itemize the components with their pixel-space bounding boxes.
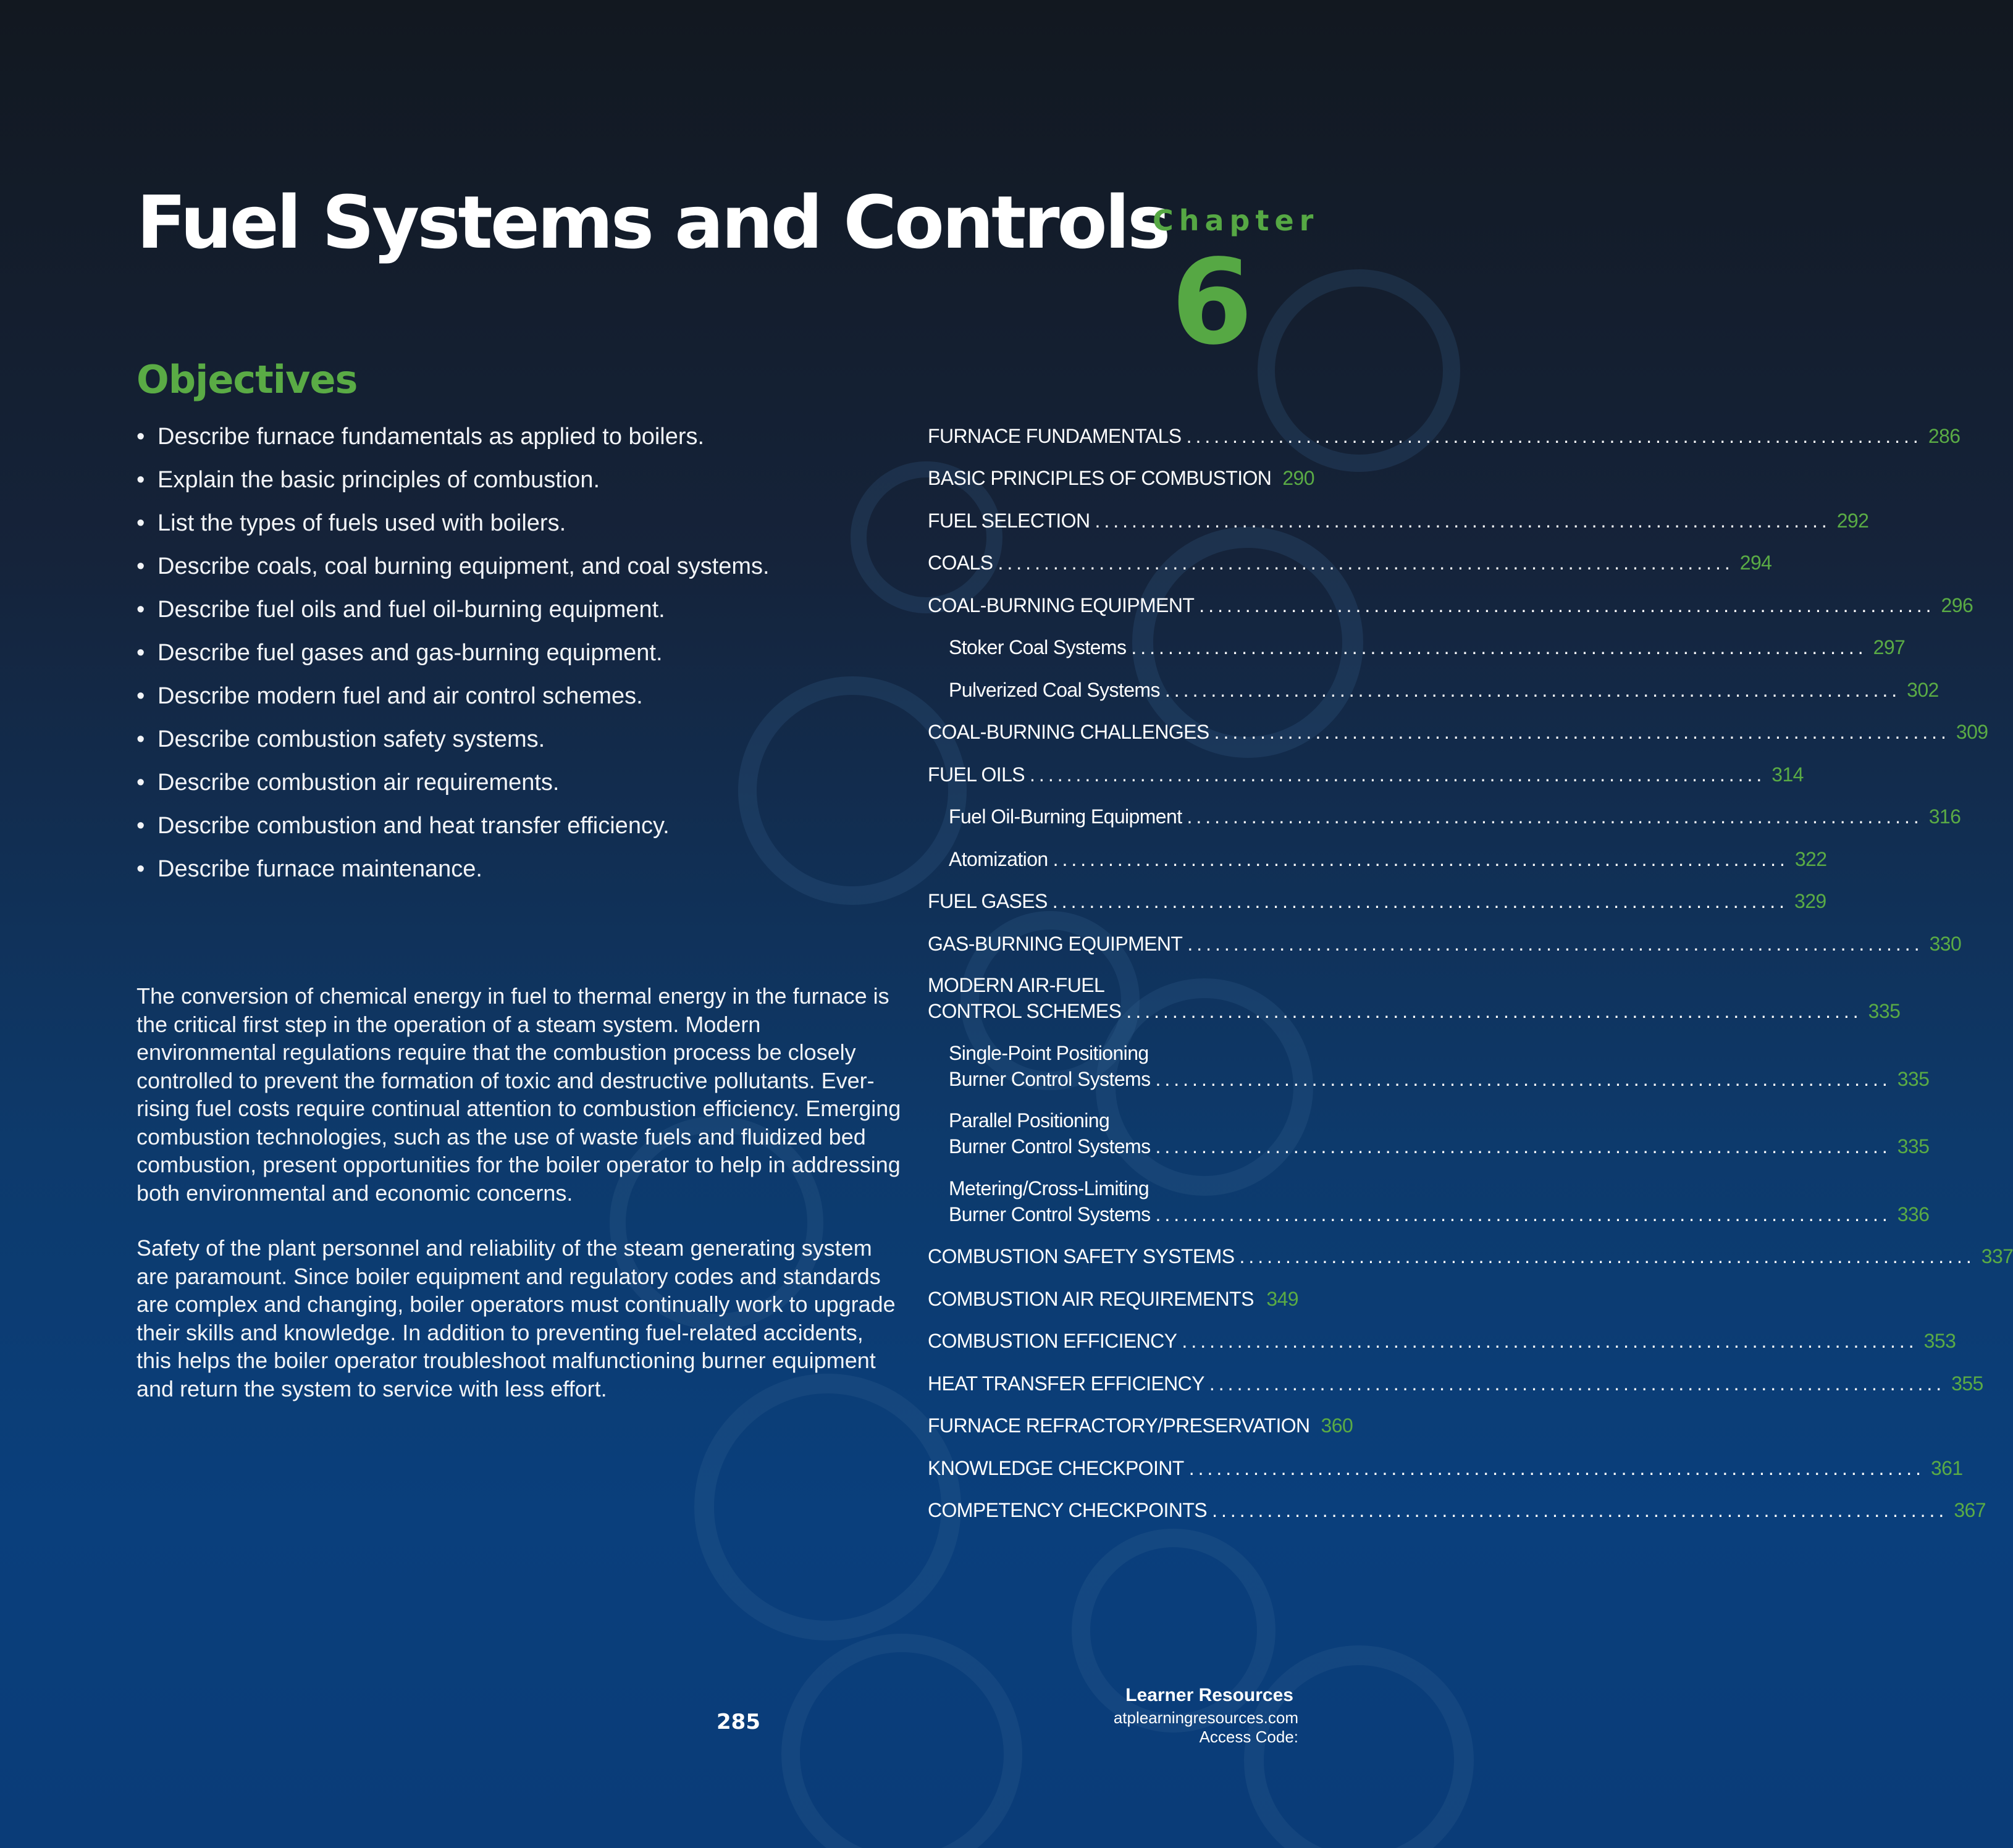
toc-page-number: 360 — [1321, 1414, 1353, 1437]
toc-leader-dots: ................................................................................ — [1095, 509, 1831, 532]
toc-entry-text — [949, 1040, 1150, 1101]
bullet-icon: • — [137, 682, 145, 709]
intro-paragraph-1: The conversion of chemical energy in fuel to thermal energy in the furnace is the critical first step in the operation of a steam system. Modern environmental regulations require that the combustion process be closely controlled to prevent the formation of toxic and destructive pollutants. Ever-rising fuel costs require continual attention to combustion efficiency. Emerging combustion technologies, such as the use of waste fuels and fluidized bed combustion, present opportunities for the boiler operator to help in addressing both environmental and economic concerns. — [137, 983, 901, 1206]
toc-entry-text — [949, 677, 1160, 712]
toc-entry[interactable] — [928, 1447, 1963, 1490]
toc-entry-label: Fuel Oil-Burning Equipment — [949, 805, 1182, 828]
bullet-icon: • — [137, 596, 145, 623]
toc-entry-text — [928, 1243, 1235, 1278]
toc-entry-label: CONTROL SCHEMES — [928, 1000, 1122, 1022]
objective-item — [137, 674, 770, 718]
toc-page-number: 316 — [1928, 805, 1961, 828]
toc-leader-dots: ................................................................................ — [1239, 1245, 1975, 1267]
toc-entry-label: COAL-BURNING CHALLENGES — [928, 721, 1209, 743]
toc-entry-label-line1: Metering/Cross-Limiting — [949, 1177, 1149, 1199]
toc-entry[interactable] — [928, 881, 1826, 923]
toc-leader-dots: ................................................................................ — [1188, 1456, 1925, 1479]
toc-page-number: 302 — [1907, 678, 1939, 701]
toc-entry-label: Atomization — [949, 847, 1048, 870]
toc-entry-text — [928, 931, 1182, 965]
toc-entry[interactable] — [928, 1278, 1298, 1321]
toc-page-number: 309 — [1956, 721, 1988, 743]
toc-entry-label: FUEL OILS — [928, 763, 1025, 786]
toc-entry-label: FUEL SELECTION — [928, 509, 1090, 532]
toc-page-number: 297 — [1873, 636, 1906, 658]
toc-page-number: 361 — [1930, 1456, 1963, 1479]
toc-page-number: 294 — [1739, 552, 1772, 574]
toc-entry-text — [949, 1175, 1150, 1236]
toc-entry[interactable] — [928, 458, 1314, 500]
toc-page-number: 296 — [1941, 594, 1973, 616]
toc-page-number: 314 — [1771, 763, 1804, 786]
toc-page-number: 286 — [1928, 424, 1960, 447]
toc-page-number: 322 — [1794, 847, 1827, 870]
toc-entry-text — [928, 592, 1194, 627]
toc-entry-text — [928, 423, 1182, 458]
objective-text: List the types of fuels used with boilers. — [158, 510, 566, 536]
objective-text: Describe modern fuel and air control schemes. — [158, 682, 643, 709]
toc-leader-dots: ................................................................................ — [1052, 890, 1789, 912]
chapter-title: Fuel Systems and Controls — [137, 180, 1169, 265]
toc-entry[interactable] — [928, 712, 1988, 754]
toc-entry-text — [928, 508, 1090, 542]
toc-entry-text — [949, 846, 1048, 881]
toc-leader-dots: ................................................................................ — [1155, 1135, 1891, 1157]
toc-page-number: 355 — [1951, 1372, 1983, 1395]
objective-item — [137, 545, 770, 588]
toc-entry-label: FURNACE FUNDAMENTALS — [928, 424, 1182, 447]
toc-entry-text — [949, 634, 1126, 669]
objective-text: Describe coals, coal burning equipment, and coal systems. — [158, 553, 770, 579]
toc-leader-dots: ................................................................................ — [1187, 805, 1923, 828]
objective-item — [137, 761, 770, 804]
toc-leader-dots: ................................................................................ — [1164, 678, 1901, 701]
toc-entry[interactable] — [928, 669, 1939, 712]
objective-text: Describe furnace fundamentals as applied to boilers. — [158, 423, 705, 450]
bullet-icon: • — [137, 812, 145, 839]
objective-text: Describe fuel gases and gas-burning equipment. — [158, 639, 663, 666]
table-of-contents — [928, 415, 2013, 1532]
toc-leader-dots: ................................................................................ — [1199, 594, 1935, 616]
chapter-number: 6 — [1171, 234, 1253, 371]
toc-entry-label: Stoker Coal Systems — [949, 636, 1127, 658]
toc-entry-label: COAL-BURNING EQUIPMENT — [928, 594, 1195, 616]
toc-page-number: 335 — [1897, 1135, 1930, 1157]
toc-entry-label-line1: Single-Point Positioning — [949, 1041, 1149, 1064]
toc-leader-dots: ................................................................................ — [1187, 932, 1923, 955]
toc-entry-text — [928, 1455, 1184, 1490]
toc-entry-text — [928, 762, 1025, 796]
toc-entry-label: COMBUSTION EFFICIENCY — [928, 1330, 1177, 1352]
bullet-icon: • — [137, 769, 145, 796]
learner-resources-url[interactable]: atplearningresources.com — [1113, 1708, 1298, 1727]
toc-leader-dots: ................................................................................ — [998, 552, 1734, 574]
toc-entry-label-line1: MODERN AIR-FUEL — [928, 974, 1105, 996]
toc-entry-text — [928, 1286, 1254, 1321]
toc-entry-label: BASIC PRINCIPLES OF COMBUSTION — [928, 467, 1272, 489]
toc-entry[interactable] — [928, 796, 1961, 839]
toc-entry[interactable] — [928, 754, 1804, 796]
toc-entry[interactable] — [928, 415, 1960, 458]
objective-item — [137, 847, 770, 891]
toc-entry-label: COALS — [928, 552, 993, 574]
toc-entry-label: FUEL GASES — [928, 890, 1048, 912]
bullet-icon: • — [137, 553, 145, 579]
toc-page-number: 335 — [1897, 1067, 1930, 1090]
toc-entry[interactable] — [928, 965, 1901, 1033]
toc-entry-label: Burner Control Systems — [949, 1135, 1151, 1157]
toc-entry[interactable] — [928, 1236, 2013, 1279]
toc-entry[interactable] — [928, 500, 1869, 542]
toc-entry[interactable] — [928, 1490, 1986, 1532]
access-code-label: Access Code: — [1199, 1728, 1298, 1746]
toc-entry-text — [928, 1328, 1177, 1363]
objective-text: Explain the basic principles of combustion. — [158, 466, 600, 493]
toc-entry[interactable] — [928, 1321, 1956, 1363]
toc-entry[interactable] — [928, 1405, 1353, 1448]
intro-paragraph-2: Safety of the plant personnel and reliability of the steam generating system are paramount. Since boiler equipment and regulatory codes and standards are complex and changing, boiler operators must continually work to upgrade their skills and knowledge. In addition to preventing fuel-related accidents, this helps the boiler operator troubleshoot malfunctioning burner equipment and return the system to service with less effort. — [137, 1235, 896, 1401]
toc-entry-text — [928, 550, 993, 584]
objective-item — [137, 804, 770, 847]
toc-entry-label: COMBUSTION SAFETY SYSTEMS — [928, 1245, 1235, 1267]
toc-leader-dots: ................................................................................ — [1053, 847, 1789, 870]
toc-leader-dots: ................................................................................ — [1214, 721, 1950, 743]
objective-item — [137, 588, 770, 631]
toc-entry-text — [928, 1413, 1310, 1447]
toc-entry[interactable] — [928, 1363, 1983, 1405]
toc-leader-dots: ................................................................................ — [1155, 1203, 1891, 1225]
toc-entry-text — [928, 719, 1209, 754]
bullet-icon: • — [137, 855, 145, 882]
toc-entry[interactable] — [928, 1101, 1930, 1169]
toc-entry-text — [928, 465, 1271, 500]
intro-text — [137, 982, 902, 1430]
objective-item — [137, 458, 770, 502]
objective-item — [137, 631, 770, 674]
toc-entry-label: Burner Control Systems — [949, 1203, 1151, 1225]
bullet-icon: • — [137, 466, 145, 493]
objectives-list — [137, 415, 770, 891]
toc-entry-text — [928, 1497, 1207, 1532]
toc-leader-dots: ................................................................................ — [1186, 424, 1922, 447]
objective-item — [137, 415, 770, 458]
toc-entry-text — [949, 1107, 1150, 1168]
toc-entry[interactable] — [928, 838, 1827, 881]
toc-page-number: 290 — [1282, 467, 1314, 489]
learner-resources — [1114, 1685, 1298, 1747]
toc-leader-dots: ................................................................................ — [1182, 1330, 1918, 1352]
toc-entry-label: Burner Control Systems — [949, 1067, 1151, 1090]
toc-entry[interactable] — [928, 584, 1973, 627]
toc-entry-text — [928, 972, 1121, 1033]
toc-page-number: 353 — [1923, 1330, 1956, 1352]
toc-leader-dots: ................................................................................ — [1212, 1499, 1948, 1521]
toc-entry[interactable] — [928, 1168, 1930, 1236]
toc-entry-label: Pulverized Coal Systems — [949, 678, 1160, 701]
toc-page-number: 337 — [1981, 1245, 2013, 1267]
toc-leader-dots: ................................................................................ — [1131, 636, 1867, 658]
toc-page-number: 367 — [1954, 1499, 1986, 1521]
toc-page-number: 292 — [1836, 509, 1869, 532]
toc-entry-label-line1: Parallel Positioning — [949, 1109, 1110, 1132]
toc-entry[interactable] — [928, 627, 1906, 670]
toc-entry-text — [928, 1371, 1204, 1405]
toc-entry-label: HEAT TRANSFER EFFICIENCY — [928, 1372, 1204, 1395]
toc-entry-text — [949, 804, 1182, 838]
objective-text: Describe combustion air requirements. — [158, 769, 560, 796]
toc-leader-dots: ................................................................................ — [1155, 1067, 1891, 1090]
bullet-icon: • — [137, 423, 145, 450]
toc-entry-text — [928, 888, 1048, 923]
toc-leader-dots: ................................................................................ — [1126, 1000, 1862, 1022]
objectives-heading: Objectives — [137, 357, 358, 402]
toc-page-number: 336 — [1897, 1203, 1930, 1225]
toc-page-number: 335 — [1868, 1000, 1901, 1022]
toc-entry-label: COMPETENCY CHECKPOINTS — [928, 1499, 1208, 1521]
toc-entry-label: FURNACE REFRACTORY/PRESERVATION — [928, 1414, 1310, 1437]
toc-entry-label: KNOWLEDGE CHECKPOINT — [928, 1456, 1184, 1479]
objective-item — [137, 718, 770, 761]
toc-entry[interactable] — [928, 923, 1962, 965]
bullet-icon: • — [137, 726, 145, 752]
objective-text: Describe fuel oils and fuel oil-burning equipment. — [158, 596, 665, 623]
bullet-icon: • — [137, 510, 145, 536]
chapter-label: Chapter — [1153, 204, 1319, 237]
toc-entry-label: GAS-BURNING EQUIPMENT — [928, 932, 1183, 955]
bullet-icon: • — [137, 639, 145, 666]
objective-text: Describe combustion safety systems. — [158, 726, 545, 752]
toc-page-number: 330 — [1929, 932, 1962, 955]
learner-resources-title: Learner Resources — [1125, 1685, 1293, 1705]
toc-leader-dots: ................................................................................ — [1209, 1372, 1946, 1395]
page-number: 285 — [717, 1710, 760, 1734]
objective-item — [137, 502, 770, 545]
objective-text: Describe combustion and heat transfer efficiency. — [158, 812, 670, 839]
objective-text: Describe furnace maintenance. — [158, 855, 482, 882]
toc-entry-label: COMBUSTION AIR REQUIREMENTS — [928, 1287, 1254, 1310]
toc-entry[interactable] — [928, 542, 1772, 585]
toc-leader-dots: ................................................................................ — [1030, 763, 1766, 786]
toc-page-number: 349 — [1266, 1287, 1298, 1310]
toc-page-number: 329 — [1794, 890, 1826, 912]
toc-entry[interactable] — [928, 1033, 1930, 1101]
